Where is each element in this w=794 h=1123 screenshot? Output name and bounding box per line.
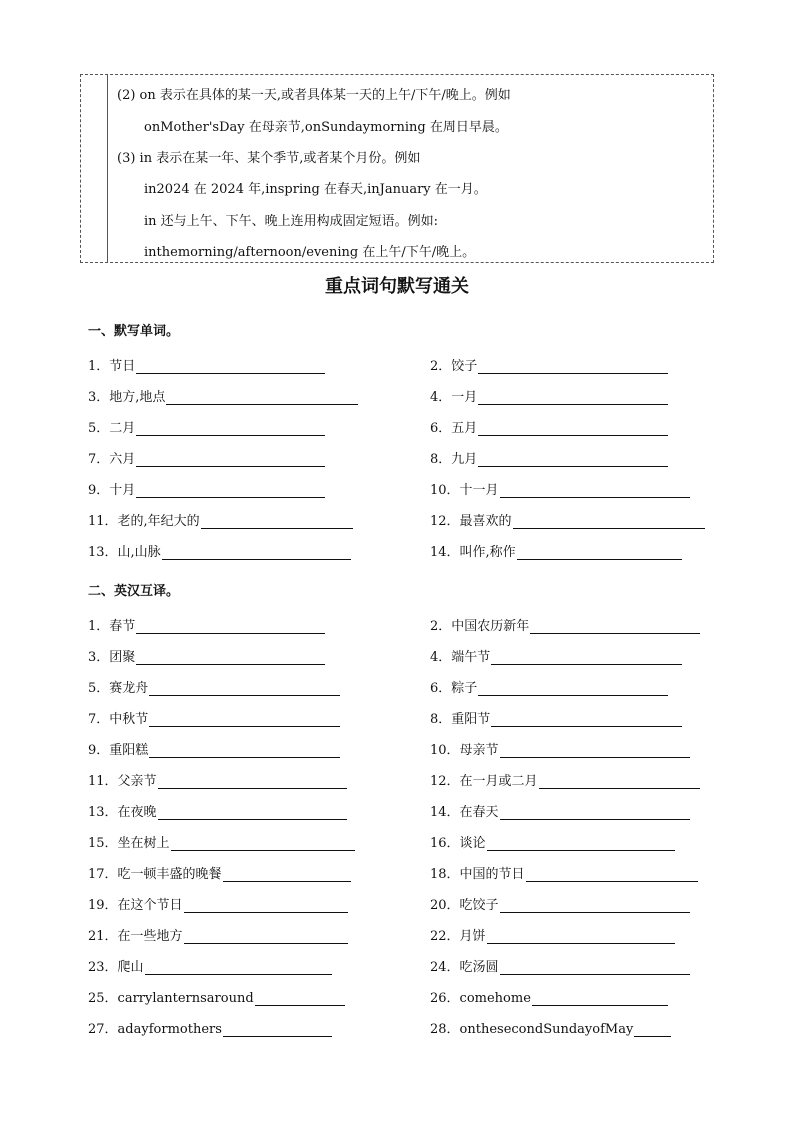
answer-blank[interactable] bbox=[223, 867, 351, 882]
item-number: 6． bbox=[430, 681, 452, 696]
answer-blank[interactable] bbox=[513, 514, 705, 529]
exercise-item bbox=[88, 677, 340, 696]
item-prompt: 端午节 bbox=[451, 650, 491, 665]
answer-blank[interactable] bbox=[500, 960, 690, 975]
item-number: 11． bbox=[88, 774, 118, 789]
answer-blank[interactable] bbox=[500, 483, 690, 498]
note-line: inthemorning/afternoon/evening 在上午/下午/晚上。 bbox=[144, 245, 476, 260]
answer-blank[interactable] bbox=[136, 650, 325, 665]
note-line: (2) on 表示在具体的某一天,或者具体某一天的上午/下午/晚上。例如 bbox=[117, 88, 511, 103]
item-number: 12． bbox=[430, 514, 460, 529]
exercise-item bbox=[88, 417, 325, 436]
item-number: 4． bbox=[430, 650, 452, 665]
answer-blank[interactable] bbox=[149, 743, 340, 758]
item-number: 20． bbox=[430, 898, 460, 913]
exercise-item bbox=[88, 615, 325, 634]
answer-blank[interactable] bbox=[162, 545, 351, 560]
answer-blank[interactable] bbox=[149, 681, 340, 696]
item-number: 1． bbox=[88, 359, 110, 374]
answer-blank[interactable] bbox=[158, 805, 347, 820]
item-number: 17． bbox=[88, 867, 118, 882]
answer-blank[interactable] bbox=[491, 650, 682, 665]
item-prompt: 中秋节 bbox=[109, 712, 149, 727]
exercise-item bbox=[430, 386, 668, 405]
item-prompt: 在这个节日 bbox=[117, 898, 183, 913]
exercise-item bbox=[430, 355, 668, 374]
item-prompt: 在一些地方 bbox=[117, 929, 183, 944]
answer-blank[interactable] bbox=[145, 960, 332, 975]
item-prompt: 重阳节 bbox=[451, 712, 491, 727]
item-prompt: 十一月 bbox=[459, 483, 499, 498]
answer-blank[interactable] bbox=[184, 929, 348, 944]
answer-blank[interactable] bbox=[478, 452, 668, 467]
answer-blank[interactable] bbox=[500, 743, 690, 758]
item-number: 3． bbox=[88, 390, 110, 405]
exercise-item bbox=[88, 801, 347, 820]
exercise-item bbox=[88, 708, 340, 727]
answer-blank[interactable] bbox=[487, 929, 675, 944]
item-number: 18． bbox=[430, 867, 460, 882]
exercise-item bbox=[430, 479, 690, 498]
note-line: onMother'sDay 在母亲节,onSundaymorning 在周日早晨。 bbox=[144, 120, 508, 135]
section-heading-translation: 二、英汉互译。 bbox=[88, 584, 180, 599]
item-prompt: comehome bbox=[459, 991, 531, 1006]
item-prompt: 饺子 bbox=[451, 359, 478, 374]
answer-blank[interactable] bbox=[478, 390, 668, 405]
exercise-item bbox=[88, 479, 325, 498]
item-prompt: carrylanternsaround bbox=[117, 991, 254, 1006]
item-prompt: 父亲节 bbox=[117, 774, 157, 789]
item-number: 22． bbox=[430, 929, 460, 944]
item-number: 19． bbox=[88, 898, 118, 913]
item-number: 15． bbox=[88, 836, 118, 851]
exercise-item bbox=[88, 770, 347, 789]
item-prompt: 重阳糕 bbox=[109, 743, 149, 758]
answer-blank[interactable] bbox=[136, 359, 325, 374]
item-number: 27． bbox=[88, 1022, 118, 1037]
item-prompt: 吃一顿丰盛的晚餐 bbox=[117, 867, 222, 882]
item-prompt: 粽子 bbox=[451, 681, 478, 696]
answer-blank[interactable] bbox=[634, 1022, 671, 1037]
exercise-item bbox=[430, 770, 700, 789]
answer-blank[interactable] bbox=[526, 867, 698, 882]
exercise-item bbox=[430, 708, 682, 727]
item-number: 3． bbox=[88, 650, 110, 665]
exercise-item bbox=[430, 863, 698, 882]
item-number: 5． bbox=[88, 681, 110, 696]
item-number: 8． bbox=[430, 452, 452, 467]
answer-blank[interactable] bbox=[530, 619, 700, 634]
item-prompt: 吃饺子 bbox=[459, 898, 499, 913]
exercise-item bbox=[430, 615, 700, 634]
item-number: 23． bbox=[88, 960, 118, 975]
item-prompt: 春节 bbox=[109, 619, 136, 634]
item-prompt: 九月 bbox=[451, 452, 478, 467]
item-prompt: 赛龙舟 bbox=[109, 681, 149, 696]
answer-blank[interactable] bbox=[136, 483, 325, 498]
item-prompt: 月饼 bbox=[459, 929, 486, 944]
exercise-item bbox=[430, 956, 690, 975]
item-number: 21． bbox=[88, 929, 118, 944]
answer-blank[interactable] bbox=[500, 805, 690, 820]
exercise-item bbox=[88, 987, 345, 1006]
answer-blank[interactable] bbox=[478, 359, 668, 374]
exercise-item bbox=[88, 1018, 332, 1037]
item-number: 10． bbox=[430, 483, 460, 498]
answer-blank[interactable] bbox=[136, 421, 325, 436]
answer-blank[interactable] bbox=[223, 1022, 332, 1037]
exercise-item bbox=[88, 863, 351, 882]
exercise-item bbox=[88, 510, 353, 529]
item-prompt: 节日 bbox=[109, 359, 136, 374]
exercise-item bbox=[430, 541, 682, 560]
item-number: 26． bbox=[430, 991, 460, 1006]
item-prompt: onthesecondSundayofMay bbox=[459, 1022, 634, 1037]
item-number: 1． bbox=[88, 619, 110, 634]
exercise-item bbox=[430, 677, 668, 696]
item-number: 12． bbox=[430, 774, 460, 789]
item-prompt: 地方,地点 bbox=[109, 390, 166, 405]
page-title: 重点词句默写通关 bbox=[325, 276, 469, 297]
item-number: 9． bbox=[88, 743, 110, 758]
answer-blank[interactable] bbox=[487, 836, 675, 851]
exercise-item bbox=[430, 801, 690, 820]
exercise-item bbox=[88, 894, 348, 913]
item-number: 25． bbox=[88, 991, 118, 1006]
exercise-item bbox=[430, 448, 668, 467]
exercise-item bbox=[430, 646, 682, 665]
answer-blank[interactable] bbox=[255, 991, 345, 1006]
item-number: 16． bbox=[430, 836, 460, 851]
item-number: 13． bbox=[88, 545, 118, 560]
item-prompt: 山,山脉 bbox=[117, 545, 161, 560]
item-number: 13． bbox=[88, 805, 118, 820]
item-number: 28． bbox=[430, 1022, 460, 1037]
item-number: 10． bbox=[430, 743, 460, 758]
item-prompt: 坐在树上 bbox=[117, 836, 170, 851]
item-prompt: 在夜晚 bbox=[117, 805, 157, 820]
answer-blank[interactable] bbox=[532, 991, 668, 1006]
item-prompt: 二月 bbox=[109, 421, 136, 436]
answer-blank[interactable] bbox=[478, 681, 668, 696]
answer-blank[interactable] bbox=[166, 390, 358, 405]
answer-blank[interactable] bbox=[201, 514, 353, 529]
item-number: 14． bbox=[430, 545, 460, 560]
item-number: 8． bbox=[430, 712, 452, 727]
item-prompt: 五月 bbox=[451, 421, 478, 436]
answer-blank[interactable] bbox=[539, 774, 700, 789]
item-prompt: 最喜欢的 bbox=[459, 514, 512, 529]
item-number: 7． bbox=[88, 452, 110, 467]
exercise-item bbox=[88, 832, 355, 851]
item-prompt: 母亲节 bbox=[459, 743, 499, 758]
item-prompt: 谈论 bbox=[459, 836, 486, 851]
exercise-item bbox=[430, 1018, 671, 1037]
note-box-divider bbox=[107, 75, 108, 262]
item-prompt: 六月 bbox=[109, 452, 136, 467]
exercise-item bbox=[88, 355, 325, 374]
item-number: 14． bbox=[430, 805, 460, 820]
item-prompt: 在一月或二月 bbox=[459, 774, 538, 789]
item-prompt: 老的,年纪大的 bbox=[117, 514, 200, 529]
exercise-item bbox=[88, 739, 340, 758]
exercise-item bbox=[88, 925, 348, 944]
item-prompt: 中国农历新年 bbox=[451, 619, 530, 634]
item-prompt: 爬山 bbox=[117, 960, 144, 975]
note-line: (3) in 表示在某一年、某个季节,或者某个月份。例如 bbox=[117, 151, 421, 166]
exercise-item bbox=[88, 646, 325, 665]
answer-blank[interactable] bbox=[500, 898, 690, 913]
item-prompt: 吃汤圆 bbox=[459, 960, 499, 975]
item-number: 2． bbox=[430, 619, 452, 634]
exercise-item bbox=[430, 894, 690, 913]
answer-blank[interactable] bbox=[158, 774, 347, 789]
item-prompt: adayformothers bbox=[117, 1022, 222, 1037]
answer-blank[interactable] bbox=[149, 712, 340, 727]
answer-blank[interactable] bbox=[136, 619, 325, 634]
item-number: 11． bbox=[88, 514, 118, 529]
exercise-item bbox=[430, 832, 675, 851]
item-number: 5． bbox=[88, 421, 110, 436]
item-prompt: 在春天 bbox=[459, 805, 499, 820]
exercise-item bbox=[88, 956, 332, 975]
answer-blank[interactable] bbox=[136, 452, 325, 467]
note-line: in2024 在 2024 年,inspring 在春天,inJanuary 在一月。 bbox=[144, 182, 487, 197]
answer-blank[interactable] bbox=[184, 898, 348, 913]
exercise-item bbox=[430, 739, 690, 758]
answer-blank[interactable] bbox=[491, 712, 682, 727]
item-number: 24． bbox=[430, 960, 460, 975]
item-number: 9． bbox=[88, 483, 110, 498]
answer-blank[interactable] bbox=[171, 836, 355, 851]
exercise-item bbox=[88, 386, 358, 405]
answer-blank[interactable] bbox=[517, 545, 682, 560]
exercise-item bbox=[88, 448, 325, 467]
item-prompt: 叫作,称作 bbox=[459, 545, 516, 560]
section-heading-dictation: 一、默写单词。 bbox=[88, 324, 180, 339]
item-number: 2． bbox=[430, 359, 452, 374]
item-prompt: 十月 bbox=[109, 483, 136, 498]
note-line: in 还与上午、下午、晚上连用构成固定短语。例如: bbox=[144, 214, 439, 229]
item-prompt: 中国的节日 bbox=[459, 867, 525, 882]
item-prompt: 团聚 bbox=[109, 650, 136, 665]
item-number: 4． bbox=[430, 390, 452, 405]
exercise-item bbox=[430, 987, 668, 1006]
exercise-item bbox=[88, 541, 351, 560]
item-number: 6． bbox=[430, 421, 452, 436]
item-number: 7． bbox=[88, 712, 110, 727]
exercise-item bbox=[430, 925, 675, 944]
item-prompt: 一月 bbox=[451, 390, 478, 405]
exercise-item bbox=[430, 417, 668, 436]
answer-blank[interactable] bbox=[478, 421, 668, 436]
exercise-item bbox=[430, 510, 705, 529]
